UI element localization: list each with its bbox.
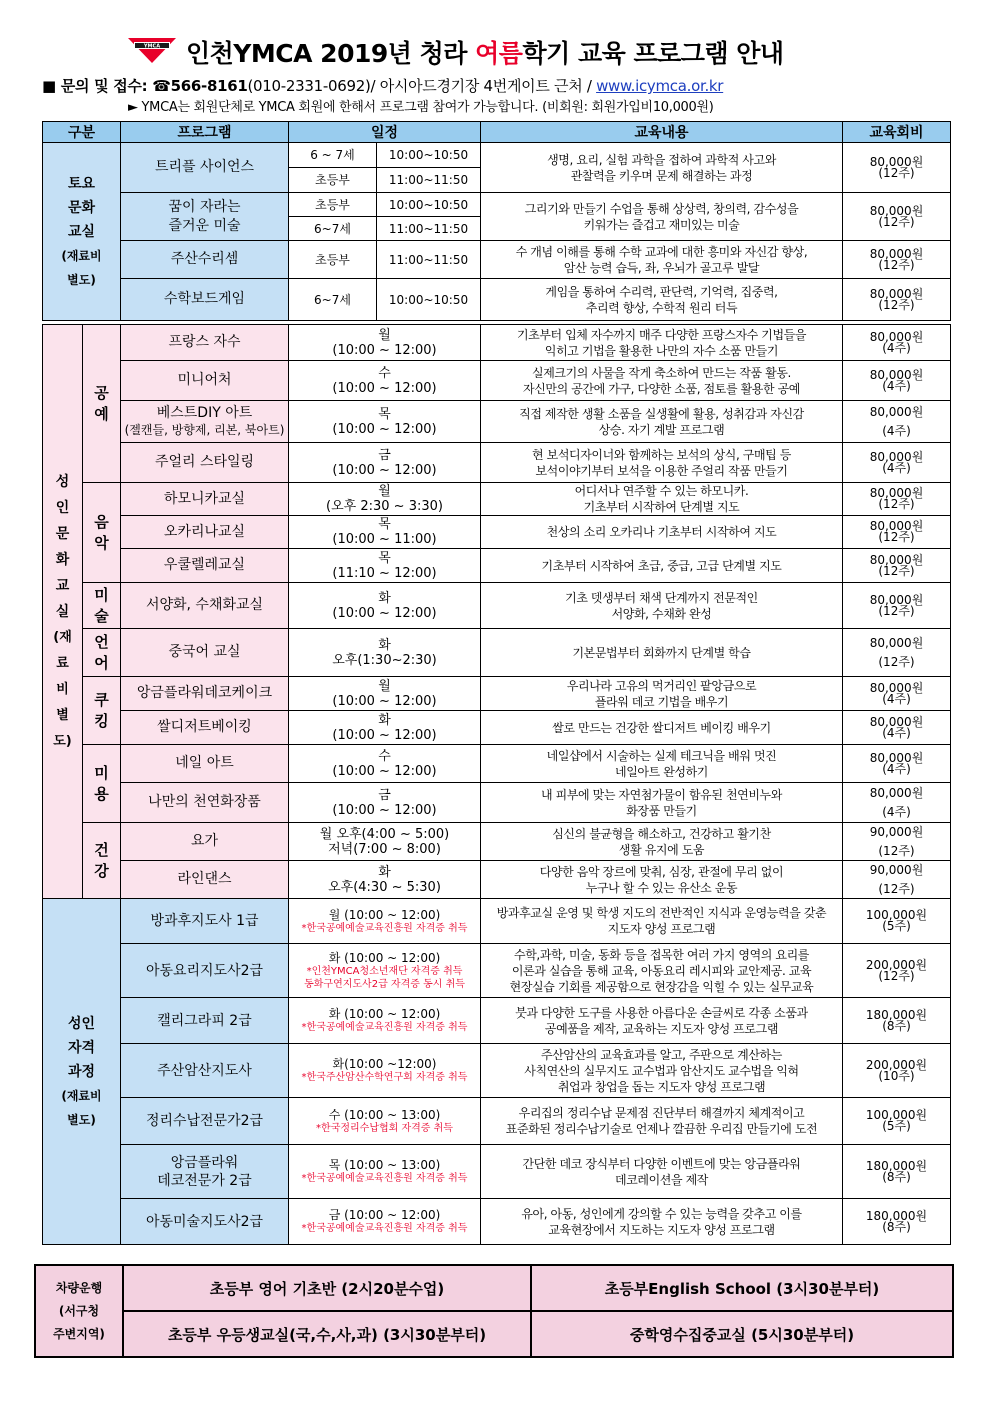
- program-content: 수학,과학, 미술, 동화 등을 접목한 여러 가지 영역의 요리를 이론과 실습을 통해 교육, 아동요리 레시피와 교안제공. 교육 현장실습 기회를 제공함으로 현장감을 익힐 수 있는 실무교육: [481, 944, 843, 998]
- subcategory-health: 건 강: [83, 823, 121, 899]
- category-adult-culture: 성 인 문 화 교 실 (재 료 비 별 도): [43, 325, 83, 899]
- program-schedule: 월 (10:00 ~ 12:00): [289, 677, 481, 711]
- program-content: 현 보석디자이너와 함께하는 보석의 상식, 구매팁 등 보석이야기부터 보석을 이용한 주얼리 작품 만들기: [481, 443, 843, 483]
- category-adult-certificate: 성인 자격 과정 (재료비 별도): [43, 899, 121, 1245]
- program-schedule: 금 (10:00 ~ 12:00) *한국공예예술교육진흥원 자격증 취득: [289, 1199, 481, 1245]
- shuttle-label: 차량운행 (서구청 주변지역): [35, 1265, 123, 1357]
- schedule-time: 11:00~11:50: [377, 168, 481, 193]
- program-content: 붓과 다양한 도구를 사용한 아름다운 손글씨로 각종 소품과 공예품을 제작, 교육하는 지도자 양성 프로그램: [481, 998, 843, 1044]
- program-fee: 90,000원 (12주): [843, 861, 951, 899]
- program-name: 앙금플라워데코케이크: [121, 677, 289, 711]
- program-content: 방과후교실 운영 및 학생 지도의 전반적인 지식과 운영능력을 갖춘 지도자 양성 프로그램: [481, 899, 843, 944]
- program-schedule: 수 (10:00 ~ 12:00): [289, 745, 481, 783]
- program-schedule: 금 (10:00 ~ 12:00): [289, 783, 481, 823]
- program-content: 기초부터 시작하여 초급, 중급, 고급 단계별 지도: [481, 549, 843, 583]
- program-schedule: 월 (오후 2:30 ~ 3:30): [289, 483, 481, 516]
- program-content: 심신의 불균형을 해소하고, 건강하고 활기찬 생활 유지에 도움: [481, 823, 843, 861]
- program-fee: 180,000원 (8주): [843, 1199, 951, 1245]
- table-row: [43, 677, 951, 711]
- table-header-row: [43, 122, 951, 143]
- program-name: 정리수납전문가2급: [121, 1098, 289, 1145]
- program-name: 프랑스 자수: [121, 325, 289, 361]
- program-content: 네일샵에서 시술하는 실제 테크닉을 배워 멋진 네일아트 완성하기: [481, 745, 843, 783]
- subcategory-beauty: 미 용: [83, 745, 121, 823]
- class-honor-student: 초등부 우등생교실(국,수,사,과) (3시30분부터): [123, 1311, 531, 1357]
- program-schedule: 화 (10:00 ~ 12:00): [289, 711, 481, 745]
- program-name: 베스트DIY 아트 (젤캔들, 방향제, 리본, 북아트): [121, 401, 289, 443]
- table-row: [43, 998, 951, 1044]
- subcategory-cooking: 쿠 킹: [83, 677, 121, 745]
- program-content: 쌀로 만드는 건강한 쌀디저트 베이킹 배우기: [481, 711, 843, 745]
- program-content: 우리나라 고유의 먹거리인 팥앙금으로 플라워 데코 기법을 배우기: [481, 677, 843, 711]
- program-name: 캘리그라피 2급: [121, 998, 289, 1044]
- schedule-age: 초등부: [289, 193, 377, 217]
- program-name: 라인댄스: [121, 861, 289, 899]
- class-english-basic: 초등부 영어 기초반 (2시20분수업): [123, 1265, 531, 1311]
- schedule-time: 11:00~11:50: [377, 241, 481, 279]
- table-row: [43, 711, 951, 745]
- contact-info: ■ 문의 및 접수: ☎566-8161(010-2331-0692)/ 아시아드경기장 4번게이트 근처 / www.icymca.or.kr: [42, 77, 724, 95]
- schedule-age: 초등부: [289, 241, 377, 279]
- program-schedule: 월 (10:00 ~ 12:00): [289, 325, 481, 361]
- table-row: [43, 823, 951, 861]
- table-row: [43, 241, 951, 279]
- program-content: 실제크기의 사물을 작게 축소하여 만드는 작품 활동. 자신만의 공간에 가구, 다양한 소품, 점토를 활용한 공예: [481, 361, 843, 401]
- program-content: 기본문법부터 회화까지 단계별 학습: [481, 629, 843, 677]
- program-schedule: 목 (10:00 ~ 12:00): [289, 401, 481, 443]
- program-fee: 80,000원 (4주): [843, 711, 951, 745]
- table-row: [43, 193, 951, 217]
- program-fee: 80,000원 (4주): [843, 783, 951, 823]
- program-name: 주산암산지도사: [121, 1044, 289, 1098]
- program-name: 꿈이 자라는 즐거운 미술: [121, 193, 289, 241]
- table-row: [43, 745, 951, 783]
- program-fee: 200,000원 (10주): [843, 1044, 951, 1098]
- table-row: [43, 483, 951, 516]
- schedule-age: 6~7세: [289, 279, 377, 321]
- program-name: 네일 아트: [121, 745, 289, 783]
- program-fee: 80,000원 (12주): [843, 193, 951, 241]
- program-schedule: 화(10:00 ~12:00) *한국주산암산수학연구회 자격증 취득: [289, 1044, 481, 1098]
- program-fee: 100,000원 (5주): [843, 1098, 951, 1145]
- program-fee: 80,000원 (12주): [843, 516, 951, 549]
- program-name: 나만의 천연화장품: [121, 783, 289, 823]
- program-name: 하모니카교실: [121, 483, 289, 516]
- program-content: 천상의 소리 오카리나 기초부터 시작하여 지도: [481, 516, 843, 549]
- schedule-age: 초등부: [289, 168, 377, 193]
- program-name: 쌀디저트베이킹: [121, 711, 289, 745]
- program-name: 아동요리지도사2급: [121, 944, 289, 998]
- program-schedule: 목 (10:00 ~ 11:00): [289, 516, 481, 549]
- header-content: 교육내용: [481, 122, 843, 143]
- table-row: [43, 1145, 951, 1199]
- program-fee: 80,000원 (12주): [843, 279, 951, 321]
- program-name: 미니어처: [121, 361, 289, 401]
- table-row: [43, 401, 951, 443]
- program-fee: 80,000원 (12주): [843, 583, 951, 629]
- table-row: [43, 279, 951, 300]
- program-content: 기초 뎃생부터 채색 단계까지 전문적인 서양화, 수채화 완성: [481, 583, 843, 629]
- program-fee: 90,000원 (12주): [843, 823, 951, 861]
- table-row: [43, 861, 951, 899]
- schedule-time: 10:00~10:50: [377, 279, 481, 321]
- table-row: [43, 1098, 951, 1145]
- table-row: [43, 361, 951, 401]
- program-schedule: 금 (10:00 ~ 12:00): [289, 443, 481, 483]
- table-row: [43, 629, 951, 677]
- program-fee: 80,000원 (4주): [843, 361, 951, 401]
- program-name: 트리플 사이언스: [121, 143, 289, 193]
- program-content: 주산암산의 교육효과를 알고, 주판으로 계산하는 사칙연산의 실무지도 교수법과 암산지도 교수법을 익혀 취업과 창업을 돕는 지도자 양성 프로그램: [481, 1044, 843, 1098]
- program-schedule: 월 (10:00 ~ 12:00) *한국공예예술교육진흥원 자격증 취득: [289, 899, 481, 944]
- program-content: 생명, 요리, 실험 과학을 접하여 과학적 사고와 관찰력을 키우며 문제 해결하는 과정: [481, 143, 843, 193]
- program-schedule: 목 (11:10 ~ 12:00): [289, 549, 481, 583]
- program-fee: 80,000원 (12주): [843, 241, 951, 279]
- program-name: 우쿨렐레교실: [121, 549, 289, 583]
- subcategory-language: 언 어: [83, 629, 121, 677]
- program-name: 요가: [121, 823, 289, 861]
- table-row: [43, 143, 951, 168]
- program-schedule: 월 오후(4:00 ~ 5:00) 저녁(7:00 ~ 8:00): [289, 823, 481, 861]
- program-name: 앙금플라워 데코전문가 2급: [121, 1145, 289, 1199]
- program-schedule: 목 (10:00 ~ 13:00) *한국공예예술교육진흥원 자격증 취득: [289, 1145, 481, 1199]
- program-content: 유아, 아동, 성인에게 강의할 수 있는 능력을 갖추고 이를 교육현장에서 지도하는 지도자 양성 프로그램: [481, 1199, 843, 1245]
- program-fee: 80,000원 (4주): [843, 677, 951, 711]
- schedule-time: 10:00~10:50: [377, 143, 481, 168]
- program-fee: 80,000원 (4주): [843, 745, 951, 783]
- program-schedule: 수 (10:00 ~ 13:00) *한국정리수납협회 자격증 취득: [289, 1098, 481, 1145]
- program-fee: 80,000원 (12주): [843, 549, 951, 583]
- class-middle-intensive: 중학영수집중교실 (5시30분부터): [531, 1311, 953, 1357]
- membership-notice: ► YMCA는 회원단체로 YMCA 회원에 한해서 프로그램 참여가 가능합니다. (비회원: 회원가입비10,000원): [128, 100, 714, 115]
- table-row: [43, 899, 951, 944]
- program-name: 아동미술지도사2급: [121, 1199, 289, 1245]
- program-content: 게임을 통하여 수리력, 판단력, 기억력, 집중력, 추리력 향상, 수학적 원리 터득: [481, 279, 843, 321]
- subcategory-music: 음 악: [83, 483, 121, 583]
- program-content: 그리기와 만들기 수업을 통해 상상력, 창의력, 감수성을 키워가는 즐겁고 재미있는 미술: [481, 193, 843, 241]
- program-fee: 80,000원 (12주): [843, 483, 951, 516]
- page-title: 인천YMCA 2019년 청라 여름학기 교육 프로그램 안내: [186, 39, 784, 68]
- table-row: [43, 1044, 951, 1098]
- class-english-school: 초등부English School (3시30분부터): [531, 1265, 953, 1311]
- program-fee: 80,000원 (4주): [843, 401, 951, 443]
- header-category: 구분: [43, 122, 121, 143]
- website-link[interactable]: www.icymca.or.kr: [596, 77, 724, 95]
- program-schedule: 화 오후(1:30~2:30): [289, 629, 481, 677]
- program-fee: 80,000원 (4주): [843, 325, 951, 361]
- subcategory-craft: 공 예: [83, 325, 121, 483]
- program-fee: 200,000원 (12주): [843, 944, 951, 998]
- schedule-age: 6~7세: [289, 217, 377, 241]
- program-name: 주산수리셈: [121, 241, 289, 279]
- program-name: 중국어 교실: [121, 629, 289, 677]
- program-schedule: 수 (10:00 ~ 12:00): [289, 361, 481, 401]
- program-content: 수 개념 이해를 통해 수학 교과에 대한 흥미와 자신감 향상, 암산 능력 습득, 좌, 우뇌가 골고루 발달: [481, 241, 843, 279]
- schedule-time: 11:00~11:50: [377, 217, 481, 241]
- schedule-age: 6 ~ 7세: [289, 143, 377, 168]
- ymca-logo: [128, 36, 176, 64]
- program-schedule: 화 (10:00 ~ 12:00) *한국공예예술교육진흥원 자격증 취득: [289, 998, 481, 1044]
- program-content: 어디서나 연주할 수 있는 하모니카. 기초부터 시작하여 단계별 지도: [481, 483, 843, 516]
- program-fee: 80,000원 (12주): [843, 143, 951, 193]
- program-fee: 180,000원 (8주): [843, 998, 951, 1044]
- table-row: [43, 325, 951, 361]
- shuttle-table: [34, 1264, 954, 1358]
- table-row: [43, 783, 951, 823]
- program-name: 서양화, 수채화교실: [121, 583, 289, 629]
- header-schedule: 일정: [289, 122, 481, 143]
- program-fee: 80,000원 (4주): [843, 443, 951, 483]
- program-name: 방과후지도사 1급: [121, 899, 289, 944]
- program-fee: 80,000원 (12주): [843, 629, 951, 677]
- program-fee: 100,000원 (5주): [843, 899, 951, 944]
- table-row: [35, 1311, 953, 1357]
- table-row: [35, 1265, 953, 1311]
- category-saturday: 토요 문화 교실 (재료비 별도): [43, 143, 121, 321]
- table-row: [43, 583, 951, 629]
- program-name: 수학보드게임: [121, 279, 289, 321]
- program-content: 다양한 음악 장르에 맞춰, 심장, 관절에 무리 없이 누구나 할 수 있는 유산소 운동: [481, 861, 843, 899]
- program-schedule: 화 오후(4:30 ~ 5:30): [289, 861, 481, 899]
- program-content: 간단한 데코 장식부터 다양한 이벤트에 맞는 앙금플라워 데코레이션을 제작: [481, 1145, 843, 1199]
- program-content: 우리집의 정리수납 문제점 진단부터 해결까지 체계적이고 표준화된 정리수납기술로 언제나 깔끔한 우리집 만들기에 도전: [481, 1098, 843, 1145]
- program-table: [42, 121, 951, 1245]
- header-program: 프로그램: [121, 122, 289, 143]
- table-row: [43, 443, 951, 483]
- table-row: [43, 549, 951, 583]
- table-row: [43, 944, 951, 998]
- header: [0, 0, 992, 120]
- program-fee: 180,000원 (8주): [843, 1145, 951, 1199]
- program-content: 기초부터 입체 자수까지 매주 다양한 프랑스자수 기법들을 익히고 기법을 활용한 나만의 자수 소품 만들기: [481, 325, 843, 361]
- subcategory-art: 미 술: [83, 583, 121, 629]
- program-content: 직접 제작한 생활 소품을 실생활에 활용, 성취감과 자신감 상승. 자기 계발 프로그램: [481, 401, 843, 443]
- header-fee: 교육회비: [843, 122, 951, 143]
- program-name: 주얼리 스타일링: [121, 443, 289, 483]
- program-schedule: 화 (10:00 ~ 12:00): [289, 583, 481, 629]
- svg-text:YMCA: YMCA: [143, 43, 161, 50]
- schedule-time: 10:00~10:50: [377, 193, 481, 217]
- program-schedule: 화 (10:00 ~ 12:00) *인천YMCA청소년재단 자격증 취득 동화구연지도사2급 자격증 동시 취득: [289, 944, 481, 998]
- program-name: 오카리나교실: [121, 516, 289, 549]
- table-row: [43, 516, 951, 549]
- table-row: [43, 1199, 951, 1245]
- program-content: 내 피부에 맞는 자연첨가물이 함유된 천연비누와 화장품 만들기: [481, 783, 843, 823]
